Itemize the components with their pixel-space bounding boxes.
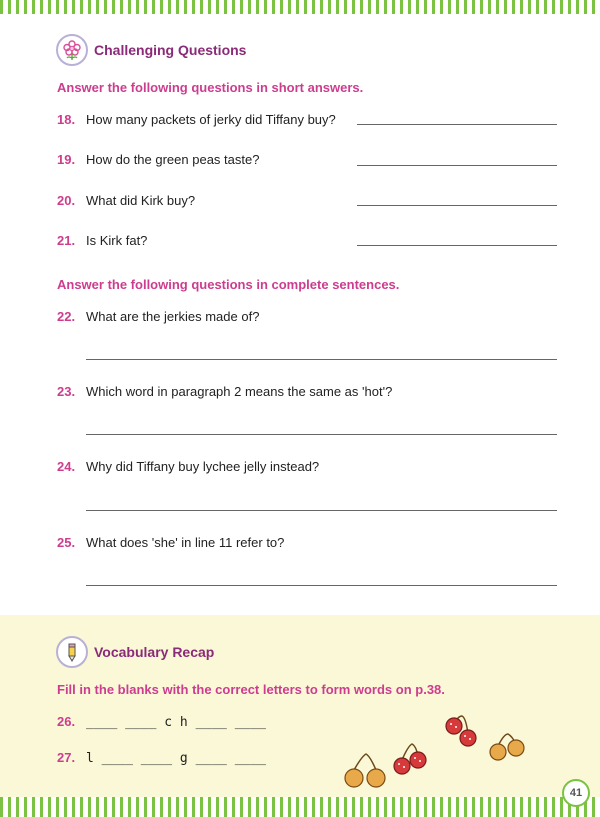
question-text: What did Kirk buy?	[86, 193, 196, 208]
question-21	[57, 233, 147, 248]
question-18	[57, 112, 336, 127]
answer-line-18[interactable]	[357, 124, 557, 125]
question-text: What does 'she' in line 11 refer to?	[86, 535, 285, 550]
answer-line-24[interactable]	[86, 510, 557, 511]
answer-line-21[interactable]	[357, 245, 557, 246]
cherries-illustration	[340, 712, 540, 796]
vocab-item-27	[57, 750, 266, 766]
bottom-stripe-border	[0, 797, 600, 817]
fill-blank-text[interactable]: ____ ____ c h ____ ____	[86, 715, 267, 730]
question-text: How many packets of jerky did Tiffany buy?	[86, 112, 336, 127]
question-number: 19.	[57, 152, 76, 167]
question-23	[57, 384, 392, 399]
question-number: 23.	[57, 384, 76, 399]
question-text: How do the green peas taste?	[86, 152, 260, 167]
instruction-fill-blanks: Fill in the blanks with the correct letters to form words on p.38.	[57, 682, 445, 697]
section-title: Vocabulary Recap	[94, 644, 215, 660]
answer-line-19[interactable]	[357, 165, 557, 166]
question-25	[57, 535, 284, 550]
section-title: Challenging Questions	[94, 42, 247, 58]
instruction-complete-sentences: Answer the following questions in complete sentences.	[57, 277, 400, 292]
question-number: 25.	[57, 535, 76, 550]
question-number: 22.	[57, 309, 76, 324]
top-stripe-border	[0, 0, 600, 14]
question-text: Is Kirk fat?	[86, 233, 148, 248]
answer-line-25[interactable]	[86, 585, 557, 586]
question-number: 20.	[57, 193, 76, 208]
vocab-item-26	[57, 714, 266, 730]
answer-line-20[interactable]	[357, 205, 557, 206]
instruction-short-answers: Answer the following questions in short answers.	[57, 80, 364, 95]
question-20	[57, 193, 195, 208]
flower-icon	[56, 34, 88, 66]
red-cherry-pair-icon	[394, 744, 426, 774]
question-number: 24.	[57, 459, 76, 474]
orange-cherry-pair-icon	[490, 734, 524, 760]
question-text: Which word in paragraph 2 means the same as 'hot'?	[86, 384, 393, 399]
question-text: Why did Tiffany buy lychee jelly instead?	[86, 459, 320, 474]
vocabulary-recap-header	[56, 636, 214, 668]
question-text: What are the jerkies made of?	[86, 309, 260, 324]
question-number: 18.	[57, 112, 76, 127]
orange-cherry-pair-icon	[345, 754, 385, 787]
question-22	[57, 309, 259, 324]
question-number: 21.	[57, 233, 76, 248]
pencil-icon	[56, 636, 88, 668]
answer-line-23[interactable]	[86, 434, 557, 435]
item-number: 27.	[57, 750, 76, 765]
fill-blank-text[interactable]: l ____ ____ g ____ ____	[86, 751, 267, 766]
page-number: 41	[562, 779, 590, 807]
challenging-questions-header	[56, 34, 246, 66]
red-cherry-pair-icon	[446, 716, 476, 746]
item-number: 26.	[57, 714, 76, 729]
answer-line-22[interactable]	[86, 359, 557, 360]
question-24	[57, 459, 319, 474]
question-19	[57, 152, 259, 167]
